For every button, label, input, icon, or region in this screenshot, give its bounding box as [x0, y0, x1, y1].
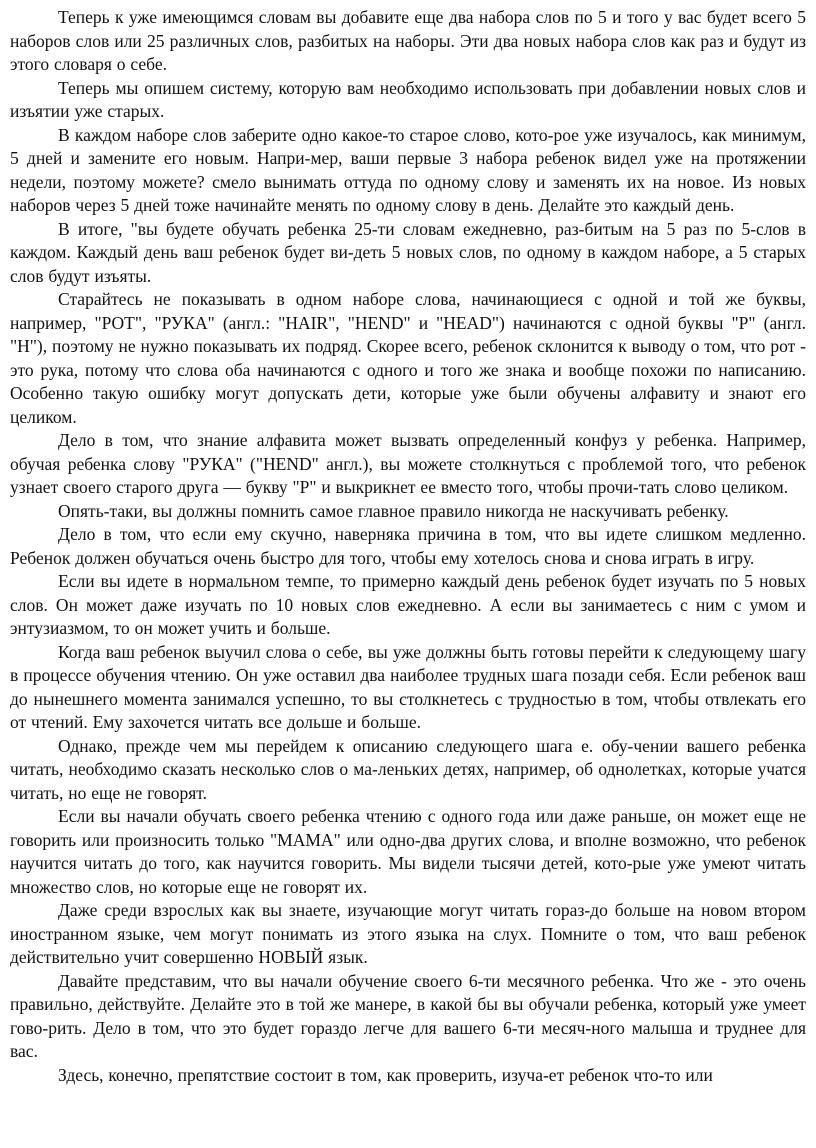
- paragraph: В итоге, "вы будете обучать ребенка 25-ти словам ежедневно, раз-битым на 5 раз по 5-слов в каждом. Каждый день ваш ребенок будет ви-деть 5 новых слов, по одному в каждом наборе, а 5 старых слов будут изъяты.: [10, 218, 806, 286]
- paragraph: Дело в том, что знание алфавита может вызвать определенный конфуз у ребенка. Например, обучая ребенка слову "РУКА" ("HEND" англ.), вы можете столкнуться с проблемой того, что ребенок узнает своего старого друга — букву "Р" и выкрикнет ее вместо того, чтобы прочи-тать слово целиком.: [10, 430, 806, 497]
- paragraph: Дело в том, что если ему скучно, наверняка причина в том, что вы идете слишком медленно. Ребенок должен обучаться очень быстро для того, чтобы ему хотелось снова и снова играть в игру.: [10, 524, 806, 568]
- paragraph: Теперь мы опишем систему, которую вам необходимо использовать при добавлении новых слов и изъятии уже старых.: [10, 77, 806, 121]
- paragraph: Старайтесь не показывать в одном наборе слова, начинающиеся с одной и той же буквы, например, "РОТ", "РУКА" (англ.: "HAIR", "HEND" и "HEAD") начинаются с одной буквы "Р" (англ. "Н"), поэтому не нужно показывать их подряд. Скорее всего, ребенок склонится к выводу о том, что рот - это рука, потому что слова оба начинаются с одного и того же знака и вообще похожи по написанию. Особенно такую ошибку могут допускать дети, которые уже были обучены алфавиту и знают его целиком.: [10, 289, 806, 427]
- paragraph: Если вы идете в нормальном темпе, то примерно каждый день ребенок будет изучать по 5 новых слов. Он может даже изучать по 10 новых слов ежедневно. А если вы занимаетесь с ним с умом и энтузиазмом, то он может учить и больше.: [10, 571, 806, 638]
- paragraph: Однако, прежде чем мы перейдем к описанию следующего шага е. обу-чении вашего ребенка читать, необходимо сказать несколько слов о ма-леньких детях, например, об однолетках, которые учатся читать, но еще не говорят.: [10, 735, 806, 803]
- paragraph: Когда ваш ребенок выучил слова о себе, вы уже должны быть готовы перейти к следующему шагу в процессе обучения чтению. Он уже оставил два наиболее трудных шага позади себя. Если ребенок ваш до нынешнего момента занимался успешно, то вы столкнетесь с трудностью в том, чтобы отвлекать его от чтений. Ему захочется читать все дольше и больше.: [10, 641, 806, 732]
- paragraph: Теперь к уже имеющимся словам вы добавите еще два набора слов по 5 и того у вас будет всего 5 наборов слов или 25 различных слов, разбитых на наборы. Эти два новых набора слов как раз и будут из этого словаря о себе.: [10, 7, 806, 74]
- paragraph: Если вы начали обучать своего ребенка чтению с одного года или даже раньше, он может еще не говорить или произносить только "МАМА" или одно-два других слова, и вполне возможно, что ребенок научится читать до того, как научится говорить. Мы видели тысячи детей, кото-рые уже умеют читать множество слов, но которые еще не говорят их.: [10, 806, 806, 897]
- paragraph: Давайте представим, что вы начали обучение своего 6-ти месячного ребенка. Что же - это очень правильно, действуйте. Делайте это в той же манере, в какой бы вы обучали ребенка, который уже умеет гово-рить. Дело в том, что это будет гораздо легче для вашего 6-ти месяч-ного малыша и труднее для вас.: [10, 970, 806, 1061]
- paragraph: Опять-таки, вы должны помнить самое главное правило никогда не наскучивать ребенку.: [58, 500, 729, 521]
- paragraph: Здесь, конечно, препятствие состоит в том, как проверить, изуча-ет ребенок что-то или: [58, 1064, 713, 1085]
- paragraph: В каждом наборе слов заберите одно какое-то старое слово, кото-рое уже изучалось, как минимум, 5 дней и замените его новым. Напри-мер, ваши первые 3 набора ребенок видел уже на протяжении недели, поэтому можете? смело вынимать оттуда по одному слову и заменять их на новое. Из новых наборов через 5 дней тоже начинайте менять по одному слову в день. Делайте это каждый день.: [10, 124, 806, 215]
- paragraph: Даже среди взрослых как вы знаете, изучающие могут читать гораз-до больше на новом втором иностранном языке, чем могут понимать из этого языка на слух. Помните о том, что ваш ребенок действительно учит совершенно НОВЫЙ язык.: [10, 900, 806, 967]
